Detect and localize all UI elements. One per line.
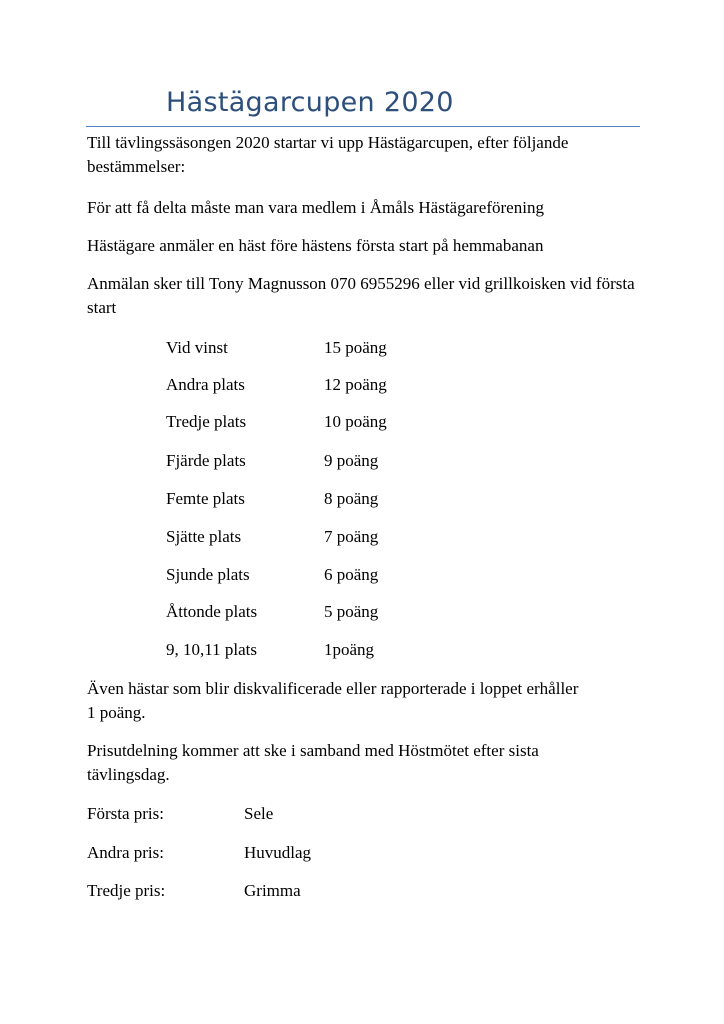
prize-value: Grimma <box>244 881 301 900</box>
place-label: 9, 10,11 plats <box>166 640 257 659</box>
points-value: 1poäng <box>324 640 375 659</box>
place-label: Sjätte plats <box>166 527 242 546</box>
prize-label: Tredje pris: <box>87 881 166 900</box>
contact-rule: Anmälan sker till Tony Magnusson 070 6955296 eller vid grillkoisken vid första start <box>87 274 635 317</box>
registration-rule: Hästägare anmäler en häst före hästens första start på hemmabanan <box>87 236 544 255</box>
place-label: Femte plats <box>166 489 245 508</box>
points-value: 7 poäng <box>324 527 379 546</box>
prize-value: Sele <box>244 804 274 823</box>
prize-label: Första pris: <box>87 804 164 823</box>
disqualified-paragraph: Även hästar som blir diskvalificerade eller rapporterade i loppet erhåller 1 poäng. <box>87 679 579 722</box>
membership-rule: För att få delta måste man vara medlem i Åmåls Hästägareförening <box>87 198 544 217</box>
page-title: Hästägarcupen 2020 <box>166 87 454 118</box>
place-label: Tredje plats <box>166 412 247 431</box>
prize-label: Andra pris: <box>87 843 164 862</box>
points-value: 6 poäng <box>324 565 379 584</box>
points-value: 15 poäng <box>324 338 387 357</box>
place-label: Fjärde plats <box>166 451 246 470</box>
place-label: Vid vinst <box>166 338 228 357</box>
points-value: 8 poäng <box>324 489 379 508</box>
points-value: 5 poäng <box>324 602 379 621</box>
title-underline <box>86 126 640 127</box>
points-value: 10 poäng <box>324 412 387 431</box>
prize-value: Huvudlag <box>244 843 312 862</box>
intro-paragraph: Till tävlingssäsongen 2020 startar vi upp Hästägarcupen, efter följande bestämmelser: <box>87 133 569 176</box>
place-label: Andra plats <box>166 375 245 394</box>
points-value: 12 poäng <box>324 375 387 394</box>
ceremony-paragraph: Prisutdelning kommer att ske i samband med Höstmötet efter sista tävlingsdag. <box>87 741 539 784</box>
points-value: 9 poäng <box>324 451 379 470</box>
place-label: Sjunde plats <box>166 565 250 584</box>
place-label: Åttonde plats <box>166 602 258 621</box>
